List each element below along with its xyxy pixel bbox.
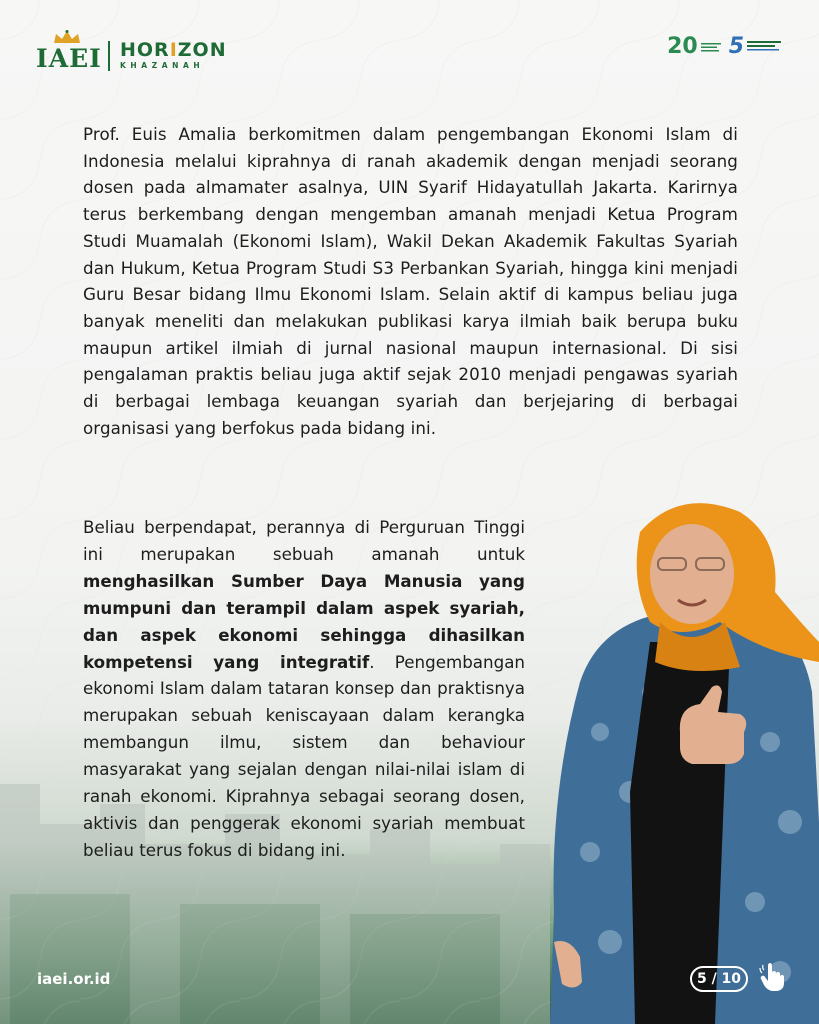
header-logos bbox=[36, 30, 227, 72]
muktamar-lines-icon bbox=[747, 40, 783, 52]
paragraph-2-highlight: menghasilkan Sumber Daya Manusia yang mumpuni dan terampil dalam aspek syariah, dan aspek ekonomi sehingga dihasilkan kompetensi yang integratif bbox=[83, 570, 525, 672]
horizon-wordmark: HORIZON bbox=[120, 39, 227, 61]
khazanah-subtitle: KHAZANAH bbox=[120, 61, 205, 70]
paragraph-2-rest: . Pengembangan ekonomi Islam dalam tataran konsep dan praktisnya merupakan sebuah keniscayaan dalam kerangka membangun ilmu, sistem dan behaviour masyarakat yang sejalan dengan nilai-nilai islam di ranah ekonomi. Kiprahnya sebagai seorang dosen, aktivis dan penggerak ekonomi syariah membuat beliau terus fokus di bidang ini. bbox=[83, 651, 526, 860]
iaei-logo-text: IAEI bbox=[36, 44, 102, 73]
footer-website-link[interactable]: iaei.or.id bbox=[37, 970, 111, 988]
muktamar-caption bbox=[747, 40, 783, 55]
muktamar-number: 5 bbox=[728, 34, 744, 59]
logo-divider bbox=[108, 41, 110, 71]
muktamar-badge bbox=[729, 36, 783, 58]
anniversary-lines-icon bbox=[701, 42, 723, 52]
horizon-khazanah-logo bbox=[120, 40, 227, 70]
page-indicator: 5 / 10 bbox=[690, 966, 748, 992]
anniversary-number: 20 bbox=[667, 34, 698, 59]
anniversary-caption bbox=[701, 42, 723, 53]
iaei-logo bbox=[36, 30, 102, 73]
header-event-badges bbox=[667, 36, 783, 58]
swipe-hand-icon[interactable] bbox=[759, 962, 785, 992]
portrait-illustration bbox=[540, 492, 819, 1024]
crown-icon bbox=[52, 30, 82, 44]
paragraph-2-intro: Beliau berpendapat, perannya di Perguruan Tinggi ini merupakan sebuah amanah untuk bbox=[83, 517, 525, 564]
anniversary-badge bbox=[667, 36, 723, 58]
article-paragraph-2 bbox=[83, 514, 525, 864]
article-paragraph-1: Prof. Euis Amalia berkomitmen dalam pengembangan Ekonomi Islam di Indonesia melalui kiprahnya di ranah akademik dengan menjadi seorang dosen pada almamater asalnya, UIN Syarif Hidayatullah Jakarta. Karirnya terus berkembang dengan mengemban amanah menjadi Ketua Program Studi Muamalah (Ekonomi Islam), Wakil Dekan Akademik Fakultas Syariah dan Hukum, Ketua Program Studi S3 Perbankan Syariah, hingga kini menjadi Guru Besar bidang Ilmu Ekonomi Islam. Selain aktif di kampus beliau juga banyak meneliti dan melakukan publikasi karya ilmiah baik berupa buku maupun artikel ilmiah di jurnal nasional maupun internasional. Di sisi pengalaman praktis beliau juga aktif sejak 2010 menjadi pengawas syariah di berbagai lembaga keuangan syariah dan berjejaring di berbagai organisasi yang berfokus pada bidang ini. bbox=[83, 124, 738, 438]
